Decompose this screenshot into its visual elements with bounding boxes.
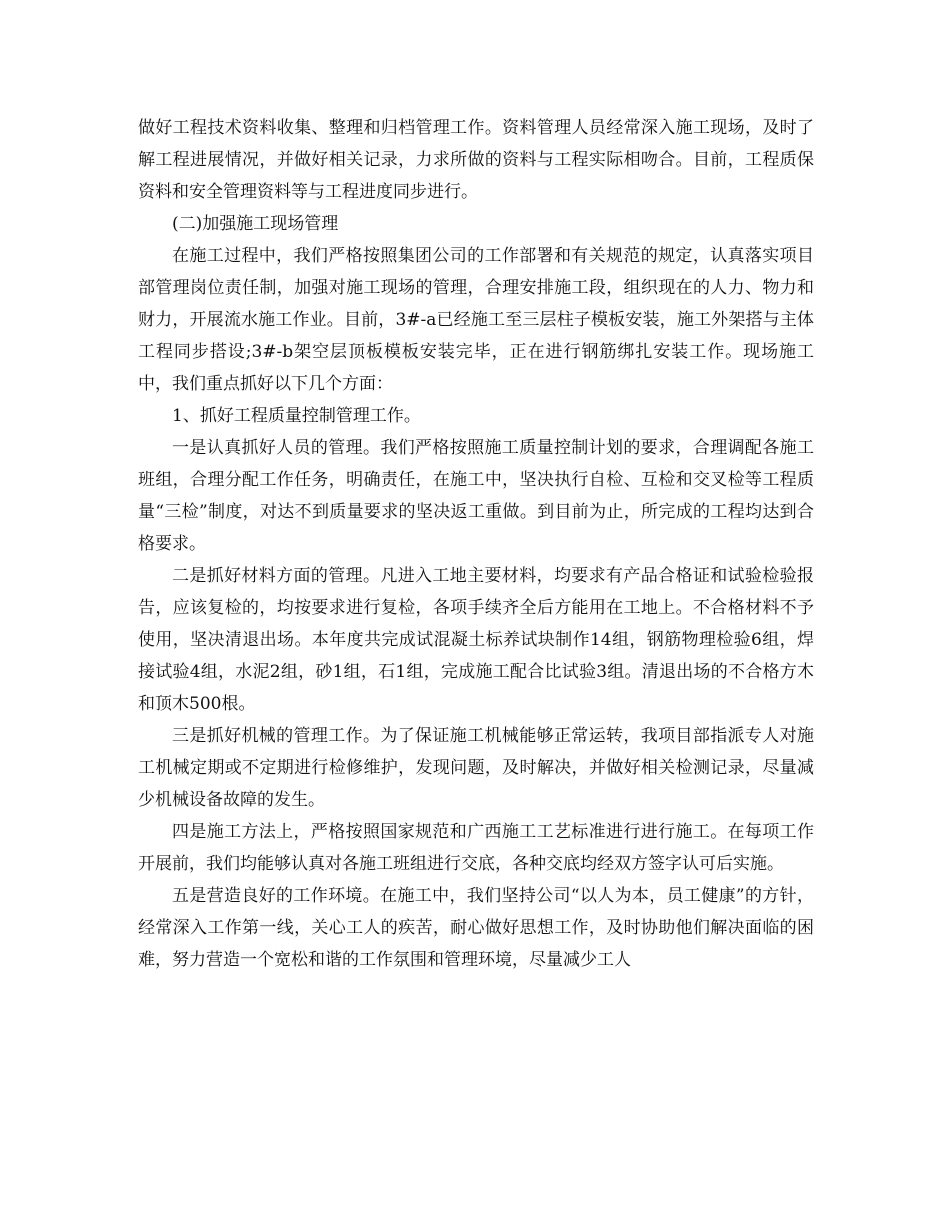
paragraph-machinery-management: 三是抓好机械的管理工作。为了保证施工机械能够正常运转，我项目部指派专人对施工机械定期或不定期进行检修维护，发现问题，及时解决，并做好相关检测记录，尽量减少机械设备故障的发生。	[138, 726, 814, 810]
paragraph-construction-process: 在施工过程中，我们严格按照集团公司的工作部署和有关规范的规定，认真落实项目部管理岗位责任制，加强对施工现场的管理，合理安排施工段，组织现在的人力、物力和财力，开展流水施工作业。目前，3#-a已经施工至三层柱子模板安装，施工外架搭与主体工程同步搭设;3#-b架空层顶板模板安装完毕，正在进行钢筋绑扎安装工作。现场施工中，我们重点抓好以下几个方面：	[138, 246, 814, 394]
subheading-quality-control: 1、抓好工程质量控制管理工作。	[172, 406, 421, 426]
paragraph-work-environment: 五是营造良好的工作环境。在施工中，我们坚持公司“以人为本，员工健康”的方针，经常深入工作第一线，关心工人的疾苦，耐心做好思想工作，及时协助他们解决面临的困难，努力营造一个宽松和谐的工作氛围和管理环境，尽量减少工人	[138, 886, 814, 970]
paragraph-material-management: 二是抓好材料方面的管理。凡进入工地主要材料，均要求有产品合格证和试验检验报告，应该复检的，均按要求进行复检，各项手续齐全后方能用在工地上。不合格材料不予使用，坚决清退出场。本年度共完成试混凝土标养试块制作14组，钢筋物理检验6组，焊接试验4组，水泥2组，砂1组，石1组，完成施工配合比试验3组。清退出场的不合格方木和顶木500根。	[138, 566, 814, 714]
paragraph-archive-management: 做好工程技术资料收集、整理和归档管理工作。资料管理人员经常深入施工现场，及时了解工程进展情况，并做好相关记录，力求所做的资料与工程实际相吻合。目前，工程质保资料和安全管理资料等与工程进度同步进行。	[138, 118, 814, 202]
section-heading-site-management: (二)加强施工现场管理	[172, 214, 339, 234]
paragraph-personnel-management: 一是认真抓好人员的管理。我们严格按照施工质量控制计划的要求，合理调配各施工班组，合理分配工作任务，明确责任，在施工中，坚决执行自检、互检和交叉检等工程质量“三检”制度，对达不到质量要求的坚决返工重做。到目前为止，所完成的工程均达到合格要求。	[138, 438, 814, 554]
document-body	[138, 112, 814, 976]
paragraph-construction-methods: 四是施工方法上，严格按照国家规范和广西施工工艺标准进行进行施工。在每项工作开展前，我们均能够认真对各施工班组进行交底，各种交底均经双方签字认可后实施。	[138, 822, 814, 874]
